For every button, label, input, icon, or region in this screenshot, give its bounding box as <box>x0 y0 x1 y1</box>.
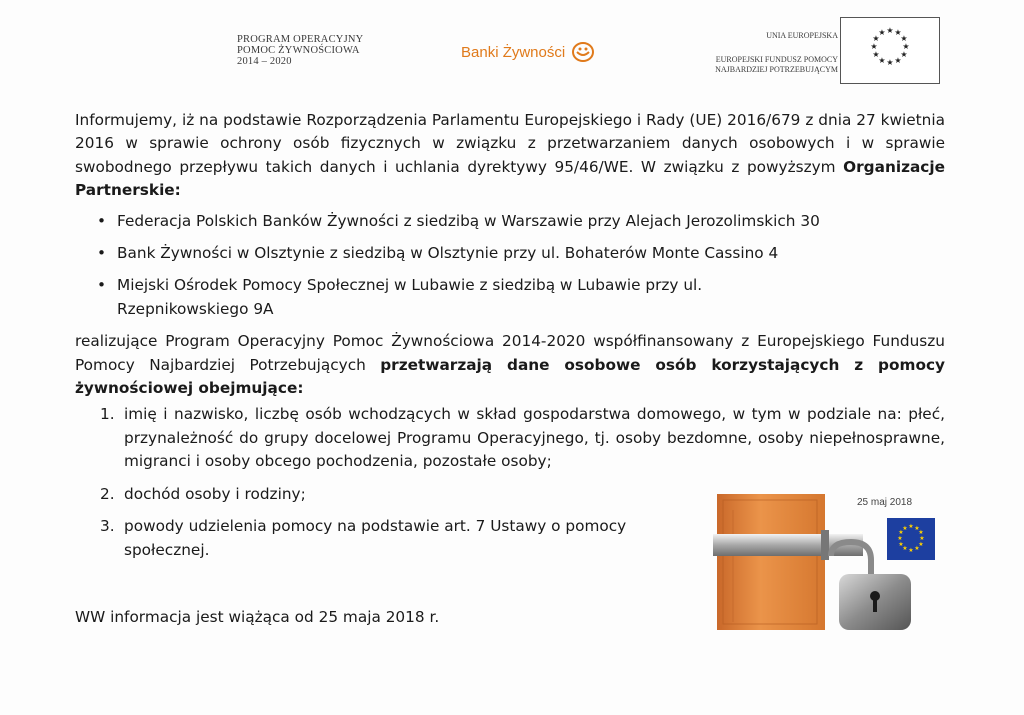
svg-text:★: ★ <box>898 529 904 536</box>
realizing-paragraph <box>75 330 945 400</box>
svg-text:★: ★ <box>894 56 902 65</box>
svg-text:★: ★ <box>872 50 880 59</box>
svg-text:★: ★ <box>878 56 886 65</box>
svg-text:★: ★ <box>914 525 920 532</box>
svg-text:★: ★ <box>902 545 908 552</box>
item-text: imię i nazwisko, liczbę osób wchodzących w skład gospodarstwa domowego, w tym w podziale na: płeć, przynależność do grupy docelowej Programu Operacyjnego, tj. osoby bezdomne, osoby niepełnosprawne, migranci i osoby obcego pochodzenia, pozostałe osoby; <box>124 405 945 471</box>
svg-text:★: ★ <box>878 28 886 37</box>
svg-text:★: ★ <box>919 535 925 542</box>
logo-text: Banki Żywności <box>461 43 566 61</box>
svg-text:★: ★ <box>908 547 914 554</box>
intro-paragraph <box>75 109 945 203</box>
svg-text:★: ★ <box>898 541 904 548</box>
food-bank-icon <box>571 41 595 63</box>
illustration-date: 25 maj 2018 <box>857 497 913 508</box>
list-item: • Bank Żywności w Olsztynie z siedzibą w Olsztynie przy ul. Bohaterów Monte Cassino 4 <box>117 242 945 265</box>
eu-fund-line: NAJBARDZIEJ POTRZEBUJĄCYM <box>715 65 838 74</box>
effective-date-note: WW informacja jest wiążąca od 25 maja 2018 r. <box>75 608 440 626</box>
list-item: • Federacja Polskich Banków Żywności z siedzibą w Warszawie przy Alejach Jerozolimskich 30 <box>117 210 945 233</box>
eu-flag-icon <box>887 518 935 560</box>
svg-text:★: ★ <box>914 545 920 552</box>
item-number: 2. <box>100 484 115 503</box>
svg-text:★: ★ <box>894 28 902 37</box>
svg-text:★: ★ <box>872 34 880 43</box>
partners-heading: Organizacje Partnerskie: <box>75 157 945 200</box>
svg-text:★: ★ <box>886 26 894 35</box>
svg-text:★: ★ <box>870 42 878 51</box>
svg-text:★: ★ <box>897 535 903 542</box>
banki-zywnosci-logo <box>461 41 595 63</box>
svg-text:★: ★ <box>900 50 908 59</box>
item-number: 3. <box>100 517 115 536</box>
svg-text:★: ★ <box>908 523 914 530</box>
eu-flag-icon <box>840 17 940 84</box>
svg-text:★: ★ <box>900 34 908 43</box>
program-line: PROGRAM OPERACYJNY <box>237 34 364 45</box>
list-item <box>100 403 945 473</box>
realizing-text: realizujące Program Operacyjny Pomoc Żywnościowa 2014-2020 współfinansowany z Europejskiego Funduszu Pomocy Najbardziej Potrzebujących <box>75 332 945 374</box>
svg-text:★: ★ <box>918 541 924 548</box>
svg-text:★: ★ <box>902 525 908 532</box>
svg-text:★: ★ <box>918 529 924 536</box>
gdpr-illustration <box>713 490 945 635</box>
svg-text:★: ★ <box>886 58 894 67</box>
program-line: POMOC ŻYWNOŚCIOWA <box>237 45 360 56</box>
eu-union-label: UNIA EUROPEJSKA <box>766 31 838 40</box>
item-text: powody udzielenia pomocy na podstawie art. 7 Ustawy o pomocy społecznej. <box>124 517 627 559</box>
partners-list <box>75 210 945 322</box>
item-number: 1. <box>100 405 115 424</box>
program-line: 2014 – 2020 <box>237 56 292 67</box>
eu-fund-line: EUROPEJSKI FUNDUSZ POMOCY <box>715 55 838 64</box>
eu-header-text <box>664 31 838 75</box>
list-item: • Miejski Ośrodek Pomocy Społecznej w Lubawie z siedzibą w Lubawie przy ul. Rzepnikowskiego 9A <box>117 274 717 321</box>
processing-statement: przetwarzają dane osobowe osób korzystających z pomocy żywnościowej obejmujące: <box>75 355 945 398</box>
intro-text: Informujemy, iż na podstawie Rozporządzenia Parlamentu Europejskiego i Rady (UE) 2016/679 z dnia 27 kwietnia 2016 w sprawie ochrony osób fizycznych w związku z przetwarzaniem danych osobowych i w sprawie swobodnego przepływu takich danych i uchlania dyrektywy 95/46/WE. W związku z powyższym <box>75 111 945 176</box>
svg-text:★: ★ <box>902 42 910 51</box>
list-item <box>100 515 694 562</box>
item-text: dochód osoby i rodziny; <box>124 484 306 503</box>
program-logo-text <box>237 34 363 67</box>
